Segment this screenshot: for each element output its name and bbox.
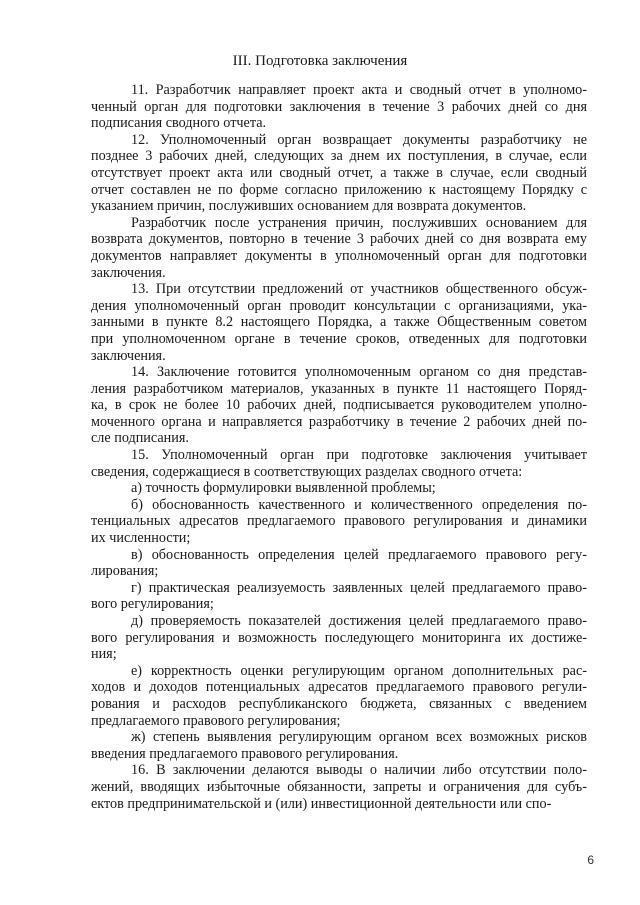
paragraph-p15zh xyxy=(91,729,587,762)
paragraph-p15a xyxy=(91,480,587,497)
document-body xyxy=(91,82,587,812)
paragraph-p15g xyxy=(91,580,587,613)
paragraph-line: б) обоснованность качественного и количественного определения по- xyxy=(131,496,587,513)
paragraph-line: ходов и доходов потенциальных адресатов предлагаемого правового регули- xyxy=(91,679,587,696)
paragraph-p14 xyxy=(91,364,587,447)
paragraph-line: 12. Уполномоченный орган возвращает документы разработчику не xyxy=(131,131,587,148)
paragraph-line: заключения. xyxy=(91,264,166,281)
paragraph-line: 13. При отсутствии предложений от участников общественного обсуж- xyxy=(131,281,587,298)
paragraph-line: моченного органа и направляется разработчику в течение 2 рабочих дней по- xyxy=(91,413,587,430)
paragraph-line: ж) степень выявления регулирующим органом всех возможных рисков xyxy=(131,729,587,746)
paragraph-line: тенциальных адресатов предлагаемого правового регулирования и динамики xyxy=(91,513,587,530)
paragraph-line: введения предлагаемого правового регулирования. xyxy=(91,745,399,762)
paragraph-line: предлагаемого правового регулирования; xyxy=(91,712,341,729)
paragraph-line: возврата документов, повторно в течение 3 рабочих дней со дня возврата ему xyxy=(91,231,587,248)
paragraph-line: подписания сводного отчета. xyxy=(91,115,267,132)
section-heading: III. Подготовка заключения xyxy=(232,53,408,69)
paragraph-line: занными в пункте 8.2 настоящего Порядка, а также Общественным советом xyxy=(91,314,587,331)
paragraph-p16 xyxy=(91,762,587,812)
paragraph-line: вого регулирования; xyxy=(91,596,214,613)
paragraph-line: 16. В заключении делаются выводы о наличии либо отсутствии поло- xyxy=(131,762,587,779)
paragraph-line: а) точность формулировки выявленной проблемы; xyxy=(131,480,436,497)
paragraph-line: позднее 3 рабочих дней, следующих за днем их поступления, в случае, если xyxy=(91,148,587,165)
paragraph-line: рования и расходов республиканского бюджета, связанных с введением xyxy=(91,695,587,712)
paragraph-line: д) проверяемость показателей достижения целей предлагаемого право- xyxy=(131,613,587,629)
paragraph-line: указанием причин, послуживших основанием для возврата документов. xyxy=(91,198,527,215)
paragraph-line: 11. Разработчик направляет проект акта и сводный отчет в уполномо- xyxy=(131,82,587,98)
paragraph-line: отсутствует проект акта или сводный отчет, а также в случае, если сводный xyxy=(91,164,587,181)
paragraph-p15 xyxy=(91,447,587,480)
paragraph-p11 xyxy=(91,82,587,132)
paragraph-line: отчет составлен не по форме согласно приложению к настоящему Порядку с xyxy=(91,181,587,198)
paragraph-line: их численности; xyxy=(91,530,191,547)
paragraph-line: сле подписания. xyxy=(91,430,189,447)
paragraph-line: заключения. xyxy=(91,347,166,364)
paragraph-p15v xyxy=(91,547,587,580)
paragraph-line: ления разработчиком материалов, указанных в пункте 11 настоящего Поряд- xyxy=(91,380,587,397)
paragraph-p12 xyxy=(91,132,587,215)
paragraph-line: документов направляет документы в уполномоченный орган для подготовки xyxy=(91,247,587,264)
paragraph-line: ектов предпринимательской и (или) инвестиционной деятельности или спо- xyxy=(91,795,552,812)
paragraph-line: г) практическая реализуемость заявленных целей предлагаемого право- xyxy=(131,579,587,596)
page-number: 6 xyxy=(587,853,594,867)
paragraph-line: 14. Заключение готовится уполномоченным органом со дня представ- xyxy=(131,364,587,381)
paragraph-line: жений, вводящих избыточные обязанности, запреты и ограничения для субъ- xyxy=(91,778,587,795)
paragraph-p12b xyxy=(91,215,587,281)
paragraph-line: е) корректность оценки регулирующим органом дополнительных рас- xyxy=(131,662,587,679)
paragraph-line: сведения, содержащиеся в соответствующих разделах сводного отчета: xyxy=(91,463,523,480)
paragraph-p15d xyxy=(91,613,587,663)
paragraph-line: Разработчик после устранения причин, послуживших основанием для xyxy=(131,214,587,231)
paragraph-line: при уполномоченном органе в течение сроков, отведенных для подготовки xyxy=(91,330,587,347)
paragraph-line: в) обоснованность определения целей предлагаемого правового регу- xyxy=(131,546,587,563)
paragraph-list xyxy=(91,82,587,812)
paragraph-p15b xyxy=(91,497,587,547)
paragraph-line: лирования; xyxy=(91,563,159,580)
paragraph-line: 15. Уполномоченный орган при подготовке заключения учитывает xyxy=(131,447,587,464)
paragraph-line: ка, в срок не более 10 рабочих дней, подписывается руководителем уполно- xyxy=(91,397,587,414)
paragraph-line: ния; xyxy=(91,646,117,663)
paragraph-line: вого регулирования и возможность последующего мониторинга их достиже- xyxy=(91,629,587,646)
paragraph-line: ченный орган для подготовки заключения в течение 3 рабочих дней со дня xyxy=(91,98,587,115)
paragraph-line: дения уполномоченный орган проводит консультации с организациями, ука- xyxy=(91,297,587,314)
paragraph-p15e xyxy=(91,663,587,729)
paragraph-p13 xyxy=(91,281,587,364)
